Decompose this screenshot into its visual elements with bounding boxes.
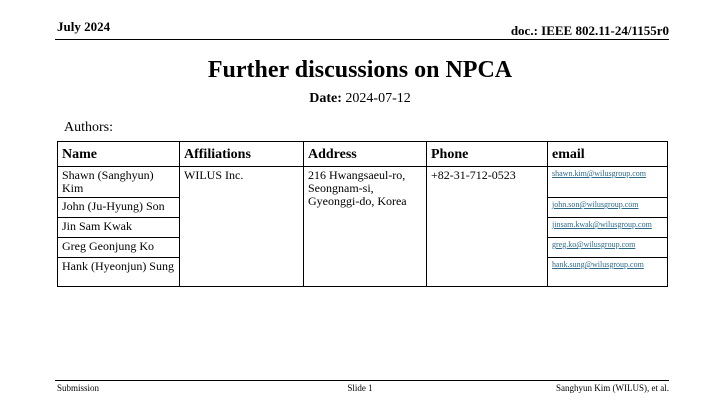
email-link[interactable]: greg.ko@wilusgroup.com — [548, 238, 668, 258]
footer-submission: Submission — [57, 383, 100, 393]
email-link[interactable]: hank.sung@wilusgroup.com — [548, 258, 668, 287]
author-name: Greg Geonjung Ko — [58, 238, 180, 258]
authors-table — [57, 141, 668, 287]
address-cell: 216 Hwangsaeul-ro, Seongnam-si, Gyeonggi-do, Korea — [304, 167, 427, 287]
email-link[interactable]: john.son@wilusgroup.com — [548, 198, 668, 218]
author-name: Shawn (Sanghyun) Kim — [58, 167, 180, 198]
affiliation-cell: WILUS Inc. — [180, 167, 304, 287]
authors-label: Authors: — [64, 120, 113, 135]
slide-title: Further discussions on NPCA — [207, 57, 513, 83]
header-phone: Phone — [427, 142, 548, 167]
header-email: email — [548, 142, 668, 167]
date-label: Date: — [309, 91, 342, 106]
email-link[interactable]: jinsam.kwak@wilusgroup.com — [548, 218, 668, 238]
author-name: John (Ju-Hyung) Son — [58, 198, 180, 218]
header-affiliations: Affiliations — [180, 142, 304, 167]
header-date: July 2024 — [57, 19, 111, 34]
table-header-row — [58, 142, 668, 167]
header-divider — [55, 39, 669, 40]
header-name: Name — [58, 142, 180, 167]
date-value: 2024-07-12 — [345, 91, 411, 106]
phone-cell: +82-31-712-0523 — [427, 167, 548, 287]
header-doc-id: doc.: IEEE 802.11-24/1155r0 — [510, 23, 669, 38]
table-row — [58, 167, 668, 198]
header-address: Address — [304, 142, 427, 167]
footer-slide-number: Slide 1 — [347, 383, 373, 393]
date-line — [0, 91, 720, 107]
author-name: Hank (Hyeonjun) Sung — [58, 258, 180, 287]
footer-divider — [55, 380, 669, 381]
email-link[interactable]: shawn.kim@wilusgroup.com — [548, 167, 668, 198]
author-name: Jin Sam Kwak — [58, 218, 180, 238]
footer-author: Sanghyun Kim (WILUS), et al. — [556, 383, 669, 393]
